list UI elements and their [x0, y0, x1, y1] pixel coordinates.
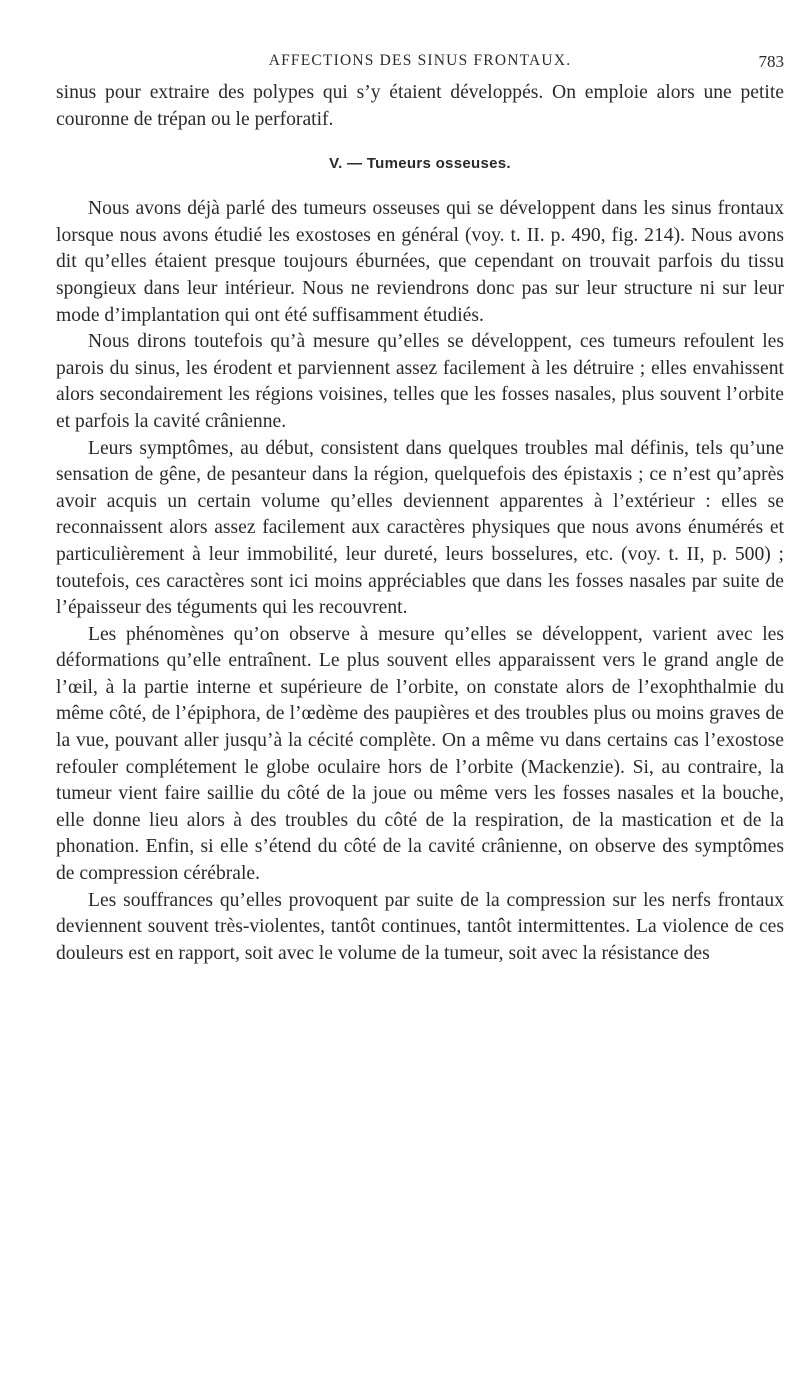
book-page	[56, 52, 784, 967]
page-number: 783	[758, 52, 784, 71]
running-title: AFFECTIONS DES SINUS FRONTAUX.	[268, 52, 572, 69]
paragraph-2: Nous dirons toutefois qu’à mesure qu’elles se développent, ces tumeurs refoulent les parois du sinus, les érodent et parviennent assez facilement à les détruire ; elles envahissent alors secondairement les régions voisines, telles que les fosses nasales, plus souvent l’orbite et parfois la cavité crânienne.	[56, 331, 784, 432]
section-heading: V. — Tumeurs osseuses.	[329, 155, 511, 173]
paragraph-5: Les souffrances qu’elles provoquent par suite de la compression sur les nerfs frontaux deviennent souvent très-violentes, tantôt continues, tantôt intermittentes. La violence de ces douleurs est en rapport, soit avec le volume de la tumeur, soit avec la résistance des	[56, 889, 784, 964]
paragraph-1: Nous avons déjà parlé des tumeurs osseuses qui se développent dans les sinus frontaux lorsque nous avons étudié les exostoses en général (voy. t. II. p. 490, fig. 214). Nous avons dit qu’elles étaient presque toujours éburnées, que cependant on trouvait parfois du tissu spongieux dans leur intérieur. Nous ne reviendrons donc pas sur leur structure ni sur leur mode d’implantation qui ont été suffisamment étudiés.	[56, 198, 784, 326]
paragraph-3: Leurs symptômes, au début, consistent dans quelques troubles mal définis, tels qu’une sensation de gêne, de pesanteur dans la région, quelquefois des épistaxis ; ce n’est qu’après avoir acquis un certain volume qu’elles deviennent apparentes à l’extérieur : elles se reconnaissent alors assez facilement aux caractères physiques que nous avons énumérés et particulièrement à leur immobilité, leur dureté, leurs bosselures, etc. (voy. t. II, p. 500) ; toutefois, ces caractères sont ici moins appréciables que dans les fosses nasales par suite de l’épaisseur des téguments qui les recouvrent.	[56, 437, 784, 619]
paragraph-4: Les phénomènes qu’on observe à mesure qu’elles se développent, varient avec les déformations qu’elle entraînent. Le plus souvent elles apparaissent vers le grand angle de l’œil, à la partie interne et supérieure de l’orbite, on constate alors de l’exophthalmie du même côté, de l’épiphora, de l’œdème des paupières et des troubles plus ou moins graves de la vue, pouvant aller jusqu’à la cécité complète. On a même vu dans certains cas l’exostose refouler complétement le globe oculaire hors de l’orbite (Mackenzie). Si, au contraire, la tumeur vient faire saillie du côté de la joue ou même vers les fosses nasales et la bouche, elle donne lieu alors à des troubles du côté de la respiration, de la mastication et de la phonation. Enfin, si elle s’étend du côté de la cavité crânienne, on observe des symptômes de compression cérébrale.	[56, 623, 784, 885]
running-head	[56, 52, 784, 80]
intro-paragraph: sinus pour extraire des polypes qui s’y étaient développés. On emploie alors une petite couronne de trépan ou le perforatif.	[56, 82, 784, 130]
